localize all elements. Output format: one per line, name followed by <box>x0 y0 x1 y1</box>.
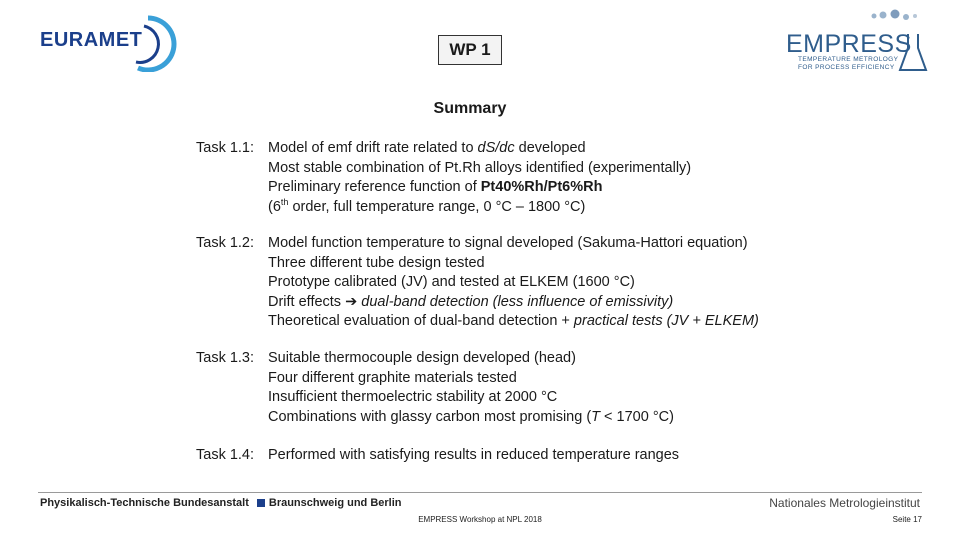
task-line: Suitable thermocouple design developed (head) <box>268 350 576 366</box>
task-label: Task 1.1: <box>196 140 255 156</box>
work-package-label <box>438 35 502 65</box>
task-1-2 <box>196 234 759 332</box>
task-line: Combinations with glassy carbon most promising (T < 1700 °C) <box>268 408 674 425</box>
task-line: Prototype calibrated (JV) and tested at ELKEM (1600 °C) <box>268 274 635 290</box>
empress-logo <box>782 8 932 78</box>
footer-location: Braunschweig und Berlin <box>268 497 402 509</box>
task-label: Task 1.4: <box>196 447 255 463</box>
task-line: Three different tube design tested <box>268 254 485 271</box>
euramet-swirl-icon <box>98 12 188 72</box>
task-line: Four different graphite materials tested <box>268 369 517 386</box>
summary-title: Summary <box>433 100 507 117</box>
task-line: Model of emf drift rate related to dS/dc developed <box>268 140 586 156</box>
task-1-3 <box>196 349 674 427</box>
task-line: Performed with satisfying results in reduced temperature ranges <box>268 447 680 463</box>
footer-square-icon <box>257 499 265 507</box>
task-line: Theoretical evaluation of dual-band detection + practical tests (JV + ELKEM) <box>268 313 759 329</box>
empress-tagline-line2: FOR PROCESS EFFICIENCY <box>798 64 895 71</box>
footer-institute-type: Nationales Metrologieinstitut <box>769 496 920 510</box>
task-line: Insufficient thermoelectric stability at 2000 °C <box>268 389 558 405</box>
task-line: Model function temperature to signal developed (Sakuma-Hattori equation) <box>268 235 748 251</box>
wp-label-text: WP 1 <box>449 40 491 59</box>
footer-institution-name: Physikalisch-Technische Bundesanstalt <box>40 497 249 509</box>
task-label: Task 1.3: <box>196 350 255 366</box>
task-label: Task 1.2: <box>196 235 255 251</box>
euramet-logo-text: EURAMET <box>40 29 143 51</box>
empress-tagline-line1: TEMPERATURE METROLOGY <box>798 56 899 63</box>
task-line: Preliminary reference function of Pt40%Rh/Pt6%Rh <box>268 179 603 195</box>
task-line: (6th order, full temperature range, 0 °C – 1800 °C) <box>268 196 586 215</box>
page-number: Seite 17 <box>892 515 922 524</box>
empress-logo-text: EMPRESS <box>786 30 912 58</box>
task-1-4 <box>196 446 679 466</box>
footer-divider <box>38 492 922 493</box>
task-line: Drift effects ➔ dual-band detection (less influence of emissivity) <box>268 293 674 310</box>
empress-tagline <box>798 56 898 72</box>
task-line: Most stable combination of Pt.Rh alloys identified (experimentally) <box>268 159 692 176</box>
footer-event: EMPRESS Workshop at NPL 2018 <box>418 515 542 524</box>
task-1-1 <box>196 139 691 217</box>
footer-institution <box>40 497 402 509</box>
arrow-right-icon: ➔ <box>345 293 358 310</box>
euramet-logo <box>38 12 158 72</box>
